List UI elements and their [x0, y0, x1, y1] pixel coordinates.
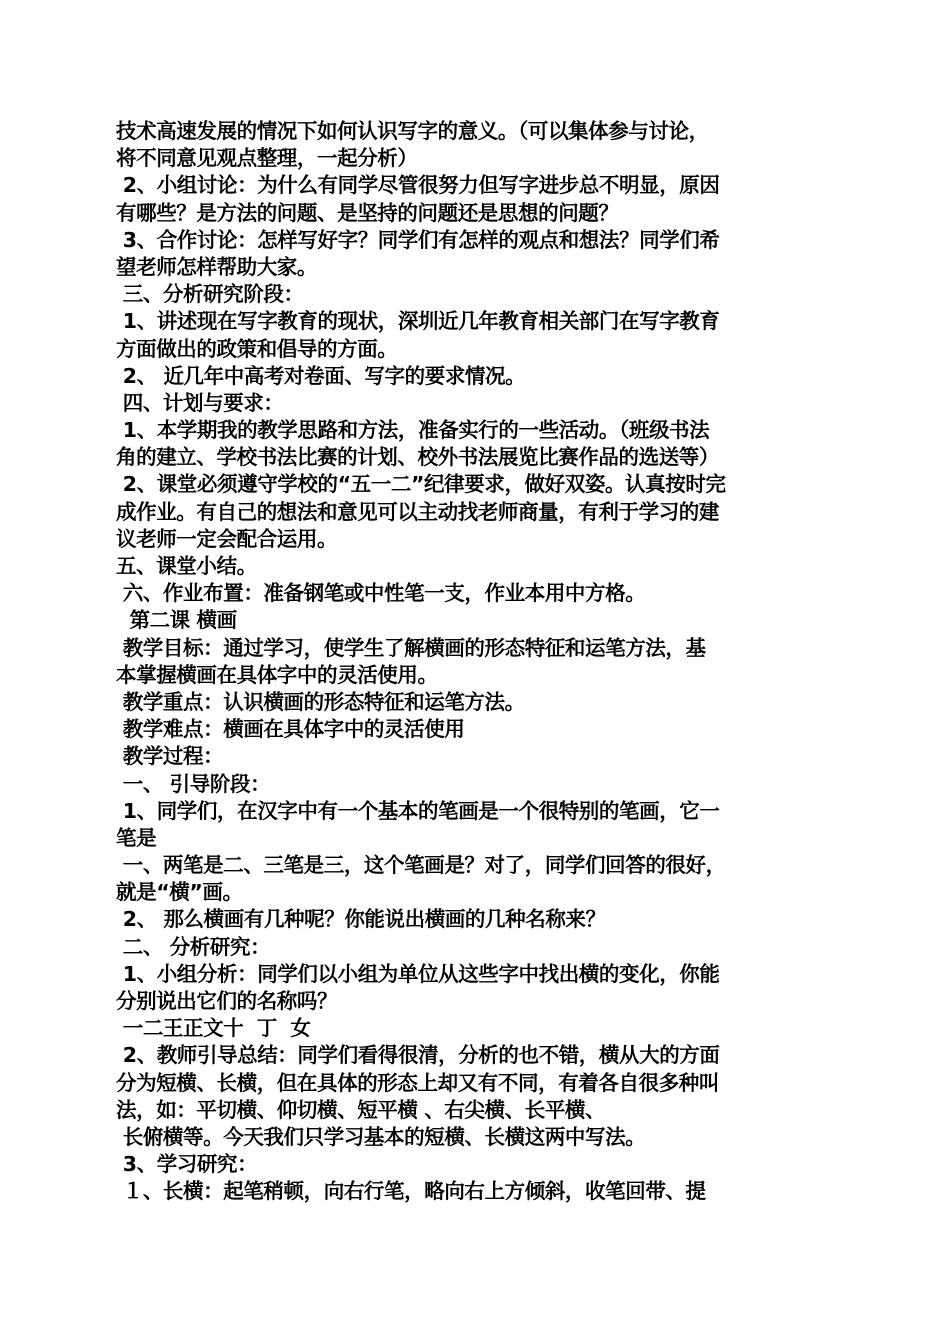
text-line: １、长横：起笔稍顿，向右行笔，略向右上方倾斜，收笔回带、提: [116, 1179, 706, 1204]
text-line: 一、两笔是二、三笔是三，这个笔画是？对了，同学们回答的很好，: [116, 853, 726, 878]
text-line: 2、课堂必须遵守学校的“五一二”纪律要求，做好双姿。认真按时完: [116, 472, 726, 497]
text-line: 2、 近几年中高考对卷面、写字的要求情况。: [116, 363, 526, 388]
section-heading: 六、作业布置：准备钢笔或中性笔一支，作业本用中方格。: [116, 581, 646, 606]
text-line: 1、讲述现在写字教育的现状，深圳近几年教育相关部门在写字教育: [116, 309, 720, 334]
text-line: 1、小组分析：同学们以小组为单位从这些字中找出横的变化，你能: [116, 961, 720, 986]
text-line: 方面做出的政策和倡导的方面。: [116, 336, 398, 361]
text-line: 角的建立、学校书法比赛的计划、校外书法展览比赛作品的选送等）: [116, 445, 719, 470]
text-line: 3、合作讨论：怎样写好字？同学们有怎样的观点和想法？同学们希: [116, 227, 720, 252]
text-line: 成作业。有自己的想法和意见可以主动找老师商量，有利于学习的建: [116, 499, 719, 524]
text-line: 就是“横”画。: [116, 880, 243, 905]
section-heading: 三、分析研究阶段：: [116, 282, 304, 307]
text-line: 本掌握横画在具体字中的灵活使用。: [116, 662, 438, 687]
text-line: 教学重点：认识横画的形态特征和运笔方法。: [116, 689, 525, 714]
text-line: 2、教师引导总结：同学们看得很清，分析的也不错，横从大的方面: [116, 1043, 720, 1068]
text-line: 长俯横等。今天我们只学习基本的短横、长横这两中写法。: [116, 1124, 646, 1149]
section-heading: 二、 分析研究：: [116, 934, 271, 959]
lesson-title: 第二课 横画: [116, 608, 237, 633]
text-line: 教学难点：横画在具体字中的灵活使用: [116, 717, 465, 742]
text-line: 望老师怎样帮助大家。: [116, 254, 317, 279]
text-line: 2、小组讨论：为什么有同学尽管很努力但写字进步总不明显，原因: [116, 173, 720, 198]
text-line: 教学目标：通过学习，使学生了解横画的形态特征和运笔方法，基: [116, 635, 706, 660]
text-line: 2、 那么横画有几种呢？你能说出横画的几种名称来？: [116, 907, 606, 932]
text-line: 法，如：平切横、仰切横、短平横 、右尖横、长平横、: [116, 1097, 606, 1122]
text-line: 分为短横、长横，但在具体的形态上却又有不同，有着各自很多种叫: [116, 1070, 719, 1095]
text-line: 笔是: [116, 825, 157, 850]
section-heading: 五、课堂小结。: [116, 554, 257, 578]
section-heading: 一、 引导阶段：: [116, 771, 271, 796]
text-line: 分别说出它们的名称吗？: [116, 989, 338, 1013]
text-line: 将不同意见观点整理，一起分析）: [116, 146, 418, 171]
section-heading: 四、计划与要求：: [116, 390, 284, 415]
text-line: 教学过程：: [116, 744, 224, 769]
example-characters: 一二王正文十 丁 女: [116, 1016, 311, 1041]
text-line: 1、同学们，在汉字中有一个基本的笔画是一个很特别的笔画，它一: [116, 798, 720, 823]
text-line: 1、本学期我的教学思路和方法，准备实行的一些活动。（班级书法: [116, 418, 710, 443]
text-line: 技术高速发展的情况下如何认识写字的意义。（可以集体参与讨论，: [116, 119, 709, 143]
text-line: 3、学习研究：: [116, 1152, 258, 1177]
document-body: [116, 118, 836, 1206]
text-line: 议老师一定会配合运用。: [116, 526, 338, 551]
text-line: 有哪些？是方法的问题、是坚持的问题还是思想的问题？: [116, 200, 619, 225]
